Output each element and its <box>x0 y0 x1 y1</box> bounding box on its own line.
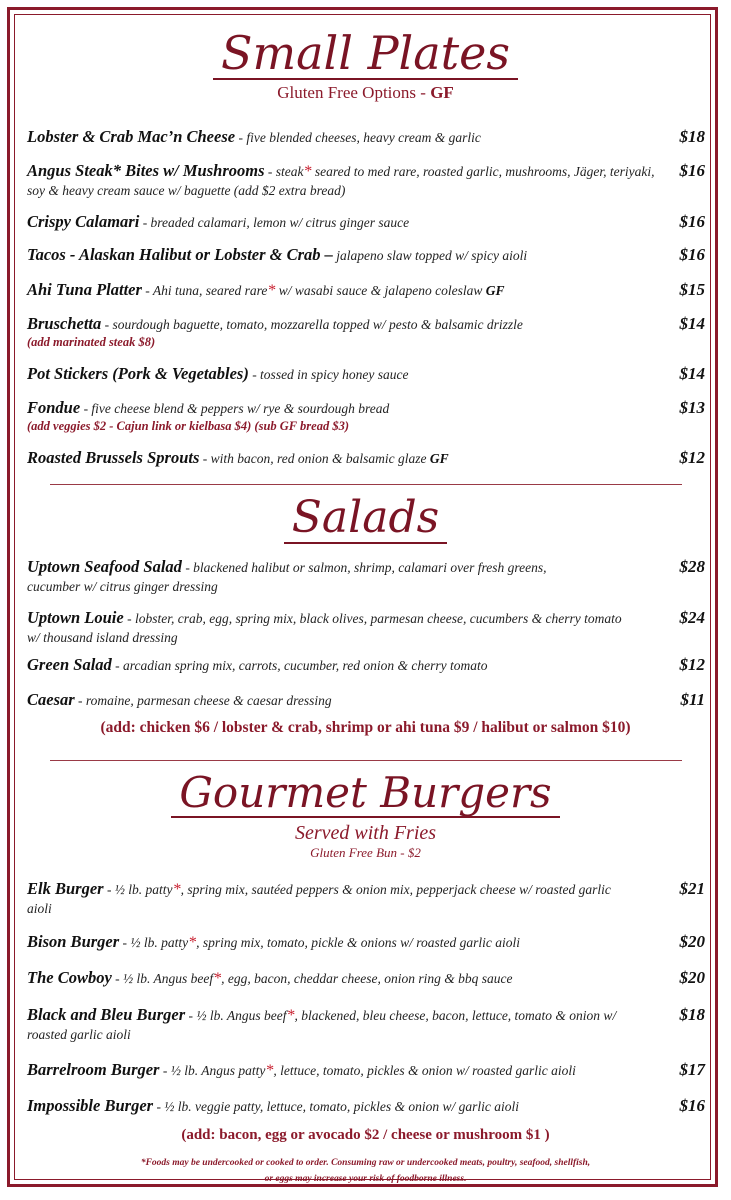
item-addon: (add veggies $2 - Cajun link or kielbasa $4) (sub GF bread $3) <box>27 419 349 433</box>
item-price: $15 <box>679 280 705 299</box>
item-name: Barrelroom Burger <box>27 1060 160 1079</box>
item-name: Ahi Tuna Platter <box>27 280 142 299</box>
item-description-cont: w/ wasabi sauce & jalapeno coleslaw <box>275 283 486 298</box>
undercooked-asterisk: * <box>286 1007 295 1024</box>
menu-item <box>27 932 705 952</box>
item-name: Uptown Louie <box>27 608 124 627</box>
menu-item <box>27 245 705 265</box>
item-price: $12 <box>679 448 705 467</box>
small-plates-header <box>0 26 731 103</box>
item-description: - steak <box>264 164 304 179</box>
burgers-title-underline <box>171 768 559 818</box>
item-name: Caesar <box>27 690 75 709</box>
undercooked-asterisk: * <box>267 282 276 299</box>
item-description-cont: seared to med rare, roasted garlic, mushrooms, Jäger, teriyaki, soy & heavy cream sauce w/ baguette (add $2 extra bread) <box>27 164 655 198</box>
item-name: Pot Stickers (Pork & Vegetables) <box>27 364 249 383</box>
item-addon: (add marinated steak $8) <box>27 335 156 349</box>
menu-item <box>27 212 705 232</box>
item-description: - arcadian spring mix, carrots, cucumber, red onion & cherry tomato <box>111 658 488 673</box>
item-name: Elk Burger <box>27 879 104 898</box>
item-price: $21 <box>679 879 705 898</box>
undercooked-asterisk: * <box>172 881 181 898</box>
item-description: - five cheese blend & peppers w/ rye & sourdough bread <box>80 401 390 416</box>
item-description: - ½ lb. patty <box>103 882 173 897</box>
burgers-header <box>0 768 731 861</box>
salad-addons: (add: chicken $6 / lobster & crab, shrimp or ahi tuna $9 / halibut or salmon $10) <box>100 719 631 736</box>
gluten-free-bun-note: Gluten Free Bun - $2 <box>310 845 421 860</box>
item-description: - blackened halibut or salmon, shrimp, calamari over fresh greens, cucumber w/ citrus ginger dressing <box>27 560 547 594</box>
item-name: Angus Steak* Bites w/ Mushrooms <box>27 161 265 180</box>
item-price: $11 <box>680 690 705 709</box>
salads-title: Salads <box>291 492 440 543</box>
item-description: - sourdough baguette, tomato, mozzarella topped w/ pesto & balsamic drizzle <box>101 317 523 332</box>
item-price: $16 <box>679 161 705 180</box>
item-price: $16 <box>679 245 705 264</box>
item-price: $14 <box>679 364 705 383</box>
food-safety-footnote <box>0 1155 731 1187</box>
item-name: Fondue <box>27 398 81 417</box>
item-price: $17 <box>679 1060 705 1079</box>
gf-badge: GF <box>485 283 505 298</box>
item-description: - lobster, crab, egg, spring mix, black olives, parmesan cheese, cucumbers & cherry tomato w/ thousand island dressing <box>27 611 622 645</box>
menu-item <box>27 127 705 147</box>
item-price: $20 <box>679 932 705 951</box>
item-name: Roasted Brussels Sprouts <box>27 448 200 467</box>
item-description-cont: , spring mix, tomato, pickle & onions w/ roasted garlic aioli <box>196 935 521 950</box>
menu-item <box>27 280 705 300</box>
item-name: Uptown Seafood Salad <box>27 557 182 576</box>
menu-item <box>27 608 705 647</box>
item-description: - Ahi tuna, seared rare <box>141 283 268 298</box>
item-name: Crispy Calamari <box>27 212 140 231</box>
menu-item <box>27 690 705 710</box>
menu-item <box>27 364 705 384</box>
item-price: $16 <box>679 1096 705 1115</box>
small-plates-title-underline <box>213 26 518 80</box>
footnote-line-2: or eggs may increase your risk of foodborne illness. <box>264 1174 467 1184</box>
gf-code: GF <box>430 83 454 102</box>
section-divider <box>50 760 682 761</box>
item-price: $14 <box>679 314 705 333</box>
menu-item <box>27 314 705 350</box>
item-description: jalapeno slaw topped w/ spicy aioli <box>332 248 528 263</box>
item-description: - romaine, parmesan cheese & caesar dressing <box>74 693 332 708</box>
menu-item <box>27 968 705 988</box>
item-description: - five blended cheeses, heavy cream & garlic <box>235 130 481 145</box>
item-price: $12 <box>679 655 705 674</box>
item-description: - ½ lb. patty <box>119 935 189 950</box>
undercooked-asterisk: * <box>188 934 197 951</box>
item-description-cont: , lettuce, tomato, pickles & onion w/ roasted garlic aioli <box>273 1063 576 1078</box>
gf-badge: GF <box>429 451 449 466</box>
item-price: $28 <box>679 557 705 576</box>
small-plates-title: Small Plates <box>220 26 510 80</box>
item-description: - tossed in spicy honey sauce <box>248 367 409 382</box>
undercooked-asterisk: * <box>265 1062 274 1079</box>
item-name: Bruschetta <box>27 314 102 333</box>
salads-header <box>0 492 731 544</box>
item-description-cont: , egg, bacon, cheddar cheese, onion ring & bbq sauce <box>221 971 513 986</box>
salads-title-underline <box>284 492 447 544</box>
item-price: $20 <box>679 968 705 987</box>
undercooked-asterisk: * <box>213 970 222 987</box>
burger-addons: (add: bacon, egg or avocado $2 / cheese or mushroom $1 ) <box>181 1127 550 1143</box>
burgers-title: Gourmet Burgers <box>179 768 552 817</box>
item-name: The Cowboy <box>27 968 112 987</box>
undercooked-asterisk: * <box>303 163 312 180</box>
gluten-free-label: Gluten Free Options - <box>277 83 431 102</box>
item-price: $18 <box>679 127 705 146</box>
menu-item <box>27 1096 705 1116</box>
menu-item <box>27 448 705 468</box>
item-description: - breaded calamari, lemon w/ citrus ginger sauce <box>139 215 410 230</box>
item-name: Impossible Burger <box>27 1096 154 1115</box>
section-divider <box>50 484 682 485</box>
item-price: $24 <box>679 608 705 627</box>
menu-item <box>27 879 705 918</box>
item-name: Lobster & Crab Mac’n Cheese <box>27 127 236 146</box>
item-description-cont: , blackened, bleu cheese, bacon, lettuce, tomato & onion w/ roasted garlic aioli <box>27 1008 617 1042</box>
item-price: $18 <box>679 1005 705 1024</box>
burgers-subtitle: Served with Fries <box>294 822 437 844</box>
item-price: $13 <box>679 398 705 417</box>
item-description: - ½ lb. Angus beef <box>185 1008 287 1023</box>
item-name: Tacos - Alaskan Halibut or Lobster & Crab – <box>27 245 333 264</box>
item-description: - ½ lb. Angus patty <box>159 1063 266 1078</box>
item-name: Bison Burger <box>27 932 120 951</box>
item-description: - ½ lb. Angus beef <box>111 971 214 986</box>
menu-item <box>27 161 705 200</box>
item-description: - ½ lb. veggie patty, lettuce, tomato, pickles & onion w/ garlic aioli <box>153 1099 519 1114</box>
item-name: Green Salad <box>27 655 112 674</box>
menu-item <box>27 655 705 675</box>
menu-item <box>27 398 705 434</box>
item-description-cont: , spring mix, sautéed peppers & onion mix, pepperjack cheese w/ roasted garlic aioli <box>27 882 611 916</box>
item-description: - with bacon, red onion & balsamic glaze <box>199 451 430 466</box>
menu-item <box>27 557 705 596</box>
footnote-line-1: *Foods may be undercooked or cooked to order. Consuming raw or undercooked meats, poultry, seafood, shellfish, <box>140 1158 591 1168</box>
item-name: Black and Bleu Burger <box>27 1005 186 1024</box>
gluten-free-subtitle <box>0 83 731 103</box>
menu-item <box>27 1005 705 1044</box>
item-price: $16 <box>679 212 705 231</box>
menu-item <box>27 1060 705 1080</box>
